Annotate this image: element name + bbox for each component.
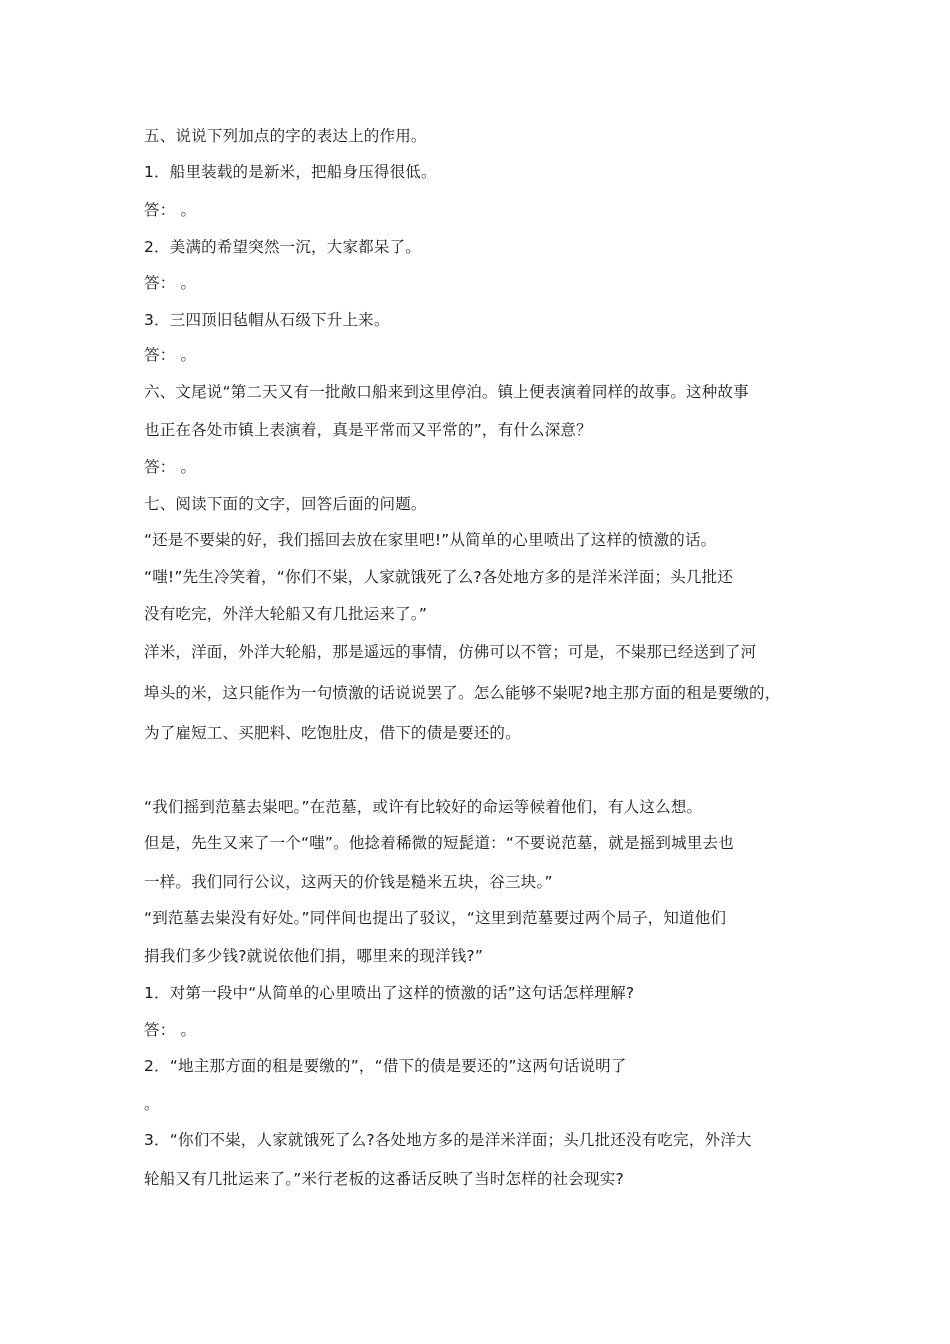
section-6-heading-cont: 也正在各处市镇上表演着，真是平常而又平常的”，有什么深意？: [144, 421, 592, 439]
answer-5-2: 答： 。: [144, 274, 197, 292]
answer-7-2: 。: [144, 1095, 160, 1113]
passage-line: “到范墓去粜没有好处。”同伴间也提出了驳议，“这里到范墓要过两个局子，知道他们: [144, 909, 727, 927]
question-7-2: 2．“地主那方面的租是要缴的”，“借下的债是要还的”这两句话说明了: [144, 1057, 627, 1075]
question-7-3-cont: 轮船又有几批运来了。”米行老板的这番话反映了当时怎样的社会现实?: [144, 1170, 624, 1188]
passage-line: 为了雇短工、买肥料、吃饱肚皮，借下的债是要还的。: [144, 724, 521, 742]
section-6-heading: 六、文尾说“第二天又有一批敞口船来到这里停泊。镇上便表演着同样的故事。这种故事: [144, 383, 749, 401]
answer-6: 答： 。: [144, 458, 197, 476]
passage-line: “嗤!”先生冷笑着，“你们不粜，人家就饿死了么?各处地方多的是洋米洋面；头几批还: [144, 568, 734, 586]
answer-5-1: 答： 。: [144, 201, 197, 219]
passage-line: 埠头的米，这只能作为一句愤激的话说说罢了。怎么能够不粜呢?地主那方面的租是要缴的，: [144, 684, 781, 702]
passage-line: 没有吃完，外洋大轮船又有几批运来了。”: [144, 605, 428, 623]
section-5-heading: 五、说说下列加点的字的表达上的作用。: [144, 127, 427, 145]
question-5-1: 1．船里装载的是新米，把船身压得很低。: [144, 163, 437, 181]
passage-line: 但是，先生又来了一个“嗤”。他捻着稀微的短髭道：“不要说范墓，就是摇到城里去也: [144, 834, 734, 852]
passage-line: “还是不要粜的好，我们摇回去放在家里吧!”从简单的心里喷出了这样的愤激的话。: [144, 531, 717, 549]
answer-7-1: 答： 。: [144, 1021, 197, 1039]
passage-line: 捐我们多少钱?就说依他们捐，哪里来的现洋钱?”: [144, 947, 484, 965]
question-7-3: 3．“你们不粜，人家就饿死了么?各处地方多的是洋米洋面；头几批还没有吃完，外洋大: [144, 1131, 752, 1149]
question-5-2: 2．美满的希望突然一沉，大家都呆了。: [144, 238, 421, 256]
answer-5-3: 答： 。: [144, 346, 197, 364]
section-7-heading: 七、阅读下面的文字，回答后面的问题。: [144, 495, 427, 513]
question-5-3: 3．三四顶旧毡帽从石级下升上来。: [144, 311, 390, 329]
passage-line: 洋米，洋面，外洋大轮船，那是遥远的事情，仿佛可以不管；可是，不粜那已经送到了河: [144, 643, 757, 661]
question-7-1: 1．对第一段中“从简单的心里喷出了这样的愤激的话”这句话怎样理解?: [144, 984, 635, 1002]
passage-line: “我们摇到范墓去粜吧。”在范墓，或许有比较好的命运等候着他们，有人这么想。: [144, 798, 703, 816]
passage-line: 一样。我们同行公议，这两天的价钱是糙米五块，谷三块。”: [144, 873, 553, 891]
